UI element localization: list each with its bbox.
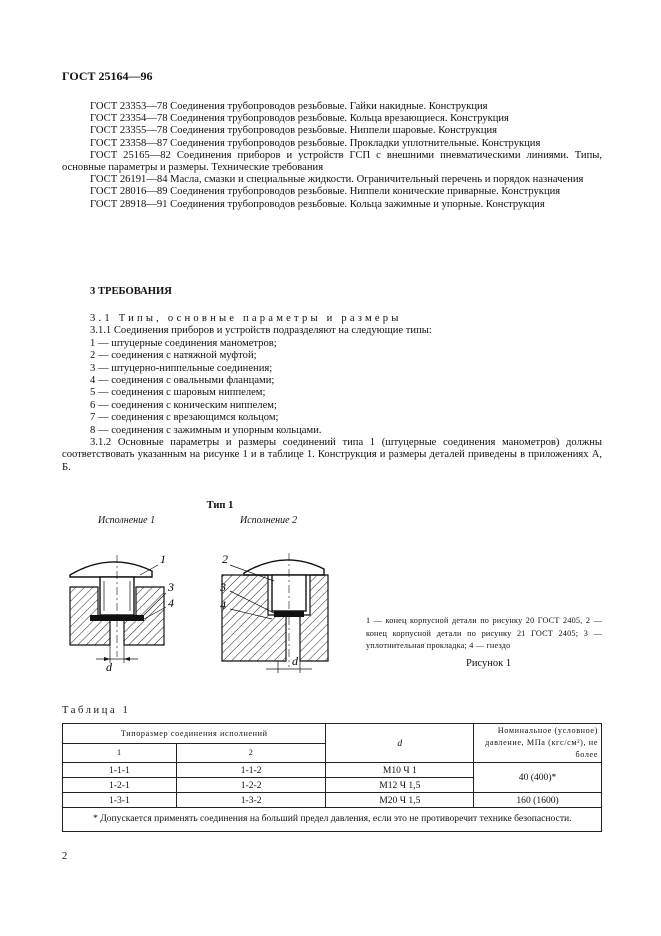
type-item: 6 — соединения с коническим ниппелем; (90, 399, 277, 411)
paragraph-3-1-1: 3.1.1 Соединения приборов и устройств подразделяют на следующие типы: (90, 325, 432, 337)
cell-variant-1: 1-2-1 (63, 778, 177, 793)
table-row (63, 763, 602, 778)
table-title: Таблица 1 (62, 705, 131, 716)
table-note-row (63, 808, 602, 832)
cell-variant-1: 1-1-1 (63, 763, 177, 778)
type-item: 5 — соединения с шаровым ниппелем; (90, 387, 266, 399)
parameters-table (62, 723, 602, 832)
reference-item: ГОСТ 26191—84 Масла, смазки и специальные жидкости. Ограничительный перечень и порядок назначения (90, 174, 584, 186)
cell-variant-2: 1-2-2 (176, 778, 326, 793)
label-3: 3 (220, 580, 226, 594)
header-d: d (326, 724, 474, 763)
reference-item: ГОСТ 28016—89 Соединения трубопроводов резьбовые. Ниппели конические приварные. Конструкция (90, 186, 561, 198)
table-header-row (63, 724, 602, 744)
label-4: 4 (220, 598, 226, 612)
header-group: Типоразмер соединения исполнений (63, 724, 326, 744)
type-item: 8 — соединения с зажимным и упорным кольцами. (90, 424, 322, 436)
header-col-1: 1 (63, 743, 177, 763)
figure-variant-2-label: Исполнение 2 (240, 515, 298, 526)
type-item: 4 — соединения с овальными фланцами; (90, 375, 275, 387)
reference-item: ГОСТ 23354—78 Соединения трубопроводов резьбовые. Кольца врезающиеся. Конструкция (90, 113, 509, 125)
cell-d: М10 Ч 1 (326, 763, 474, 778)
reference-item: ГОСТ 25165—82 Соединения приборов и устройств ГСП с внешними пневматическими линиями. Типы, основные параметры и размеры. Технические требования (62, 149, 602, 174)
label-1: 1 (160, 552, 166, 566)
cell-d: М20 Ч 1,5 (326, 793, 474, 808)
reference-item: ГОСТ 23358—87 Соединения трубопроводов резьбовые. Прокладки уплотнительные. Конструкция (90, 137, 541, 149)
type-item: 7 — соединения с врезающимся кольцом; (90, 412, 279, 424)
variant-2-drawing (219, 552, 328, 673)
reference-item: ГОСТ 23353—78 Соединения трубопроводов резьбовые. Гайки накидные. Конструкция (90, 101, 488, 112)
document-code: ГОСТ 25164—96 (62, 69, 153, 83)
header-pressure: Номинальное (условное) давление, МПа (кгс/см²), не более (474, 724, 602, 763)
cell-pressure: 160 (1600) (474, 793, 602, 808)
type-item: 3 — штуцерно-ниппельные соединения; (90, 362, 273, 374)
page-number: 2 (62, 851, 68, 862)
subsection-title: 3.1 Типы, основные параметры и размеры (90, 313, 402, 324)
cell-variant-2: 1-1-2 (176, 763, 326, 778)
figure-type-title: Тип 1 (206, 500, 234, 511)
figure-label: Рисунок 1 (466, 658, 512, 669)
label-4: 4 (168, 596, 174, 610)
figure-variant-1-label: Исполнение 1 (98, 515, 156, 526)
section-heading: 3 ТРЕБОВАНИЯ (90, 286, 172, 297)
cell-pressure: 40 (400)* (474, 763, 602, 793)
cell-variant-2: 1-3-2 (176, 793, 326, 808)
type-item: 2 — соединения с натяжной муфтой; (90, 350, 257, 362)
label-d: d (106, 660, 112, 674)
paragraph-3-1-2: 3.1.2 Основные параметры и размеры соединений типа 1 (штуцерные соединения манометров) должны соответствовать указанным на рисунке 1 и в таблице 1. Конструкция и размеры деталей приведены в приложениях А, Б. (62, 437, 602, 473)
figure-caption: 1 — конец корпусной детали по рисунку 20 ГОСТ 2405, 2 — конец корпусной детали по рисунку 21 ГОСТ 2405; 3 — уплотнительная прокладка; 4 — гнездо (366, 616, 602, 650)
requirements-body (62, 313, 602, 474)
table-row (63, 793, 602, 808)
fitting-drawing (60, 535, 360, 675)
normative-references (62, 101, 602, 211)
label-2: 2 (222, 552, 228, 566)
variant-1-drawing (70, 552, 174, 674)
reference-item: ГОСТ 23355—78 Соединения трубопроводов резьбовые. Ниппели шаровые. Конструкция (90, 125, 498, 137)
label-3: 3 (168, 580, 174, 594)
cell-d: М12 Ч 1,5 (326, 778, 474, 793)
header-col-2: 2 (176, 743, 326, 763)
table-note: * Допускается применять соединения на больший предел давления, если это не противоречит технике безопасности. (63, 808, 602, 832)
reference-item: ГОСТ 28918—91 Соединения трубопроводов резьбовые. Кольца зажимные и упорные. Конструкция (90, 198, 545, 210)
cell-variant-1: 1-3-1 (63, 793, 177, 808)
label-d: d (292, 654, 298, 668)
type-item: 1 — штуцерные соединения манометров; (90, 337, 277, 349)
